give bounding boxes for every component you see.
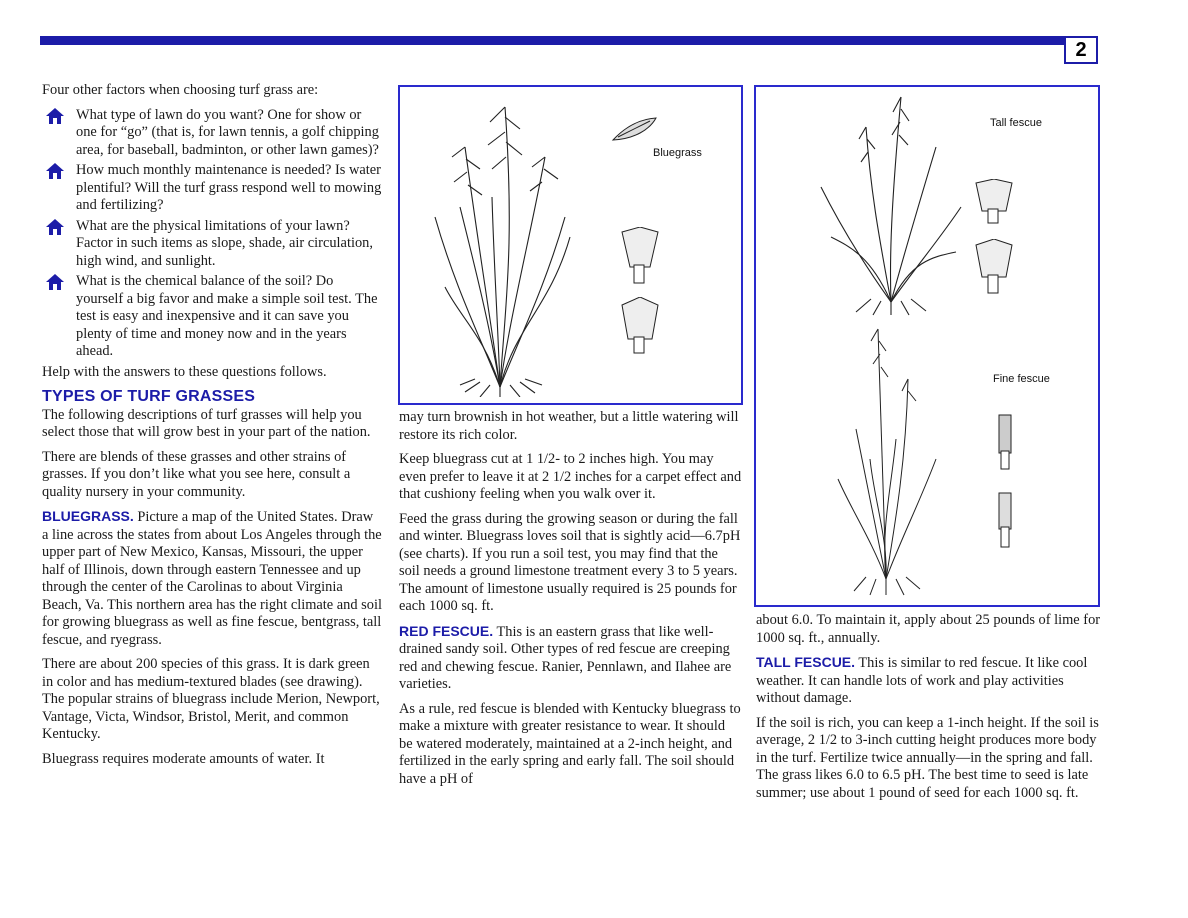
bluegrass-seed-illustration: [610, 115, 660, 145]
paragraph: If the soil is rich, you can keep a 1-inch height. If the soil is average, 2 1/2 to 3-inch cutting height produces more body in the turf. Fertilize twice annually—in the spring and fall. The grass likes 6.0 to 6.5 pH. The best time to seed is late summer; use about 1 pound of seed for each 1000 sq. ft.: [756, 714, 1099, 801]
bluegrass-figure: [398, 85, 743, 405]
list-item: [42, 162, 382, 215]
house-icon: [46, 163, 64, 179]
fescue-figure: [754, 85, 1100, 607]
fine-fescue-label: Fine fescue: [993, 373, 1050, 385]
tall-fescue-plant-illustration: [811, 87, 971, 317]
house-icon: [46, 274, 64, 290]
house-icon: [46, 219, 64, 235]
column-1: [42, 82, 382, 775]
bluegrass-label: Bluegrass: [653, 147, 702, 159]
paragraph: may turn brownish in hot weather, but a little watering will restore its rich color.: [399, 409, 739, 443]
paragraph: Bluegrass requires moderate amounts of water. It: [42, 750, 325, 767]
page-number: 2: [1064, 36, 1098, 64]
list-item-text: What type of lawn do you want? One for show or one for “go” (that is, for lawn tennis, a golf chipping area, for baseball, badminton, or other lawn games)?: [76, 106, 379, 158]
paragraph: As a rule, red fescue is blended with Kentucky bluegrass to make a mixture with greater resistance to wear. It should be watered moderately, maintained at a 2-inch height, and fertilized in the early spring and early fall. The soil should have a pH of: [399, 700, 741, 787]
bluegrass-text: Picture a map of the United States. Draw a line across the states from about Los Angeles through the upper part of New Mexico, Kansas, Missouri, the upper half of Illinois, down through eastern Tennessee and up through the center of the Carolinas to about Virginia Beach, Va. This northern area has the right climate and soil for growing bluegrass as well as fine fescue, bentgrass, tall fescue, and ryegrass.: [42, 509, 382, 648]
list-item-text: What is the chemical balance of the soil? Do yourself a big favor and make a simple soil test. The test is easy and inexpensive and it can save you plenty of time and money now and in the years ahead.: [76, 273, 378, 359]
tall-fescue-paragraph: [756, 654, 1102, 708]
list-item-text: How much monthly maintenance is needed? Is water plentiful? Will the turf grass respond well to mowing and fertilizing?: [76, 162, 382, 213]
fine-fescue-plant-illustration: [826, 319, 956, 599]
list-item: [42, 273, 382, 361]
bluegrass-runin-heading: BLUEGRASS.: [42, 508, 134, 524]
column-2: [399, 409, 742, 795]
bluegrass-paragraph: [42, 508, 382, 649]
help-text: Help with the answers to these questions follows.: [42, 363, 327, 380]
tall-fescue-blade-detail-top: [974, 179, 1014, 229]
paragraph: about 6.0. To maintain it, apply about 25 pounds of lime for 1000 sq. ft., annually.: [756, 612, 1101, 646]
list-item: [42, 218, 382, 271]
bluegrass-plant-illustration: [420, 87, 580, 397]
house-icon: [46, 108, 64, 124]
red-fescue-text: This is an eastern grass that like well-drained sandy soil. Other types of red fescue are creeping red and chewing fescue. Ranier, Pennlawn, and Ilahee are varieties.: [399, 623, 732, 692]
fine-fescue-blade-detail-top: [994, 413, 1018, 473]
red-fescue-runin-heading: RED FESCUE.: [399, 622, 494, 639]
tall-fescue-runin-heading: TALL FESCUE.: [756, 654, 856, 670]
paragraph: Feed the grass during the growing season or during the fall and winter. Bluegrass loves soil that is sightly acid—6.7pH (see charts). If you run a soil test, you may find that the soil needs a ground limestone treatment every 3 to 5 years. The amount of limestone usually required is 25 pounds for each 1000 sq. ft.: [399, 510, 741, 614]
paragraph: The following descriptions of turf grasses will help you select those that will grow best in your part of the nation.: [42, 406, 371, 440]
fine-fescue-blade-detail-bottom: [994, 491, 1018, 551]
list-item: [42, 107, 382, 160]
bluegrass-blade-detail-top: [620, 227, 660, 287]
list-item-text: What are the physical limitations of your lawn? Factor in such items as slope, shade, air circulation, high wind, and sunlight.: [76, 217, 373, 269]
factor-list: [42, 107, 382, 361]
section-heading: TYPES OF TURF GRASSES: [42, 388, 256, 405]
paragraph: There are about 200 species of this grass. It is dark green in color and has medium-textured blades (see drawing). The popular strains of bluegrass include Merion, Newport, Vantage, Victa, Windsor, Bristol, Merit, and common Kentucky.: [42, 656, 380, 742]
header-bar: [40, 36, 1064, 45]
bluegrass-blade-detail-bottom: [620, 297, 660, 357]
paragraph: There are blends of these grasses and other strains of grasses. If you don’t like what you see here, consult a quality nursery in your community.: [42, 448, 351, 500]
column-3: [756, 612, 1102, 809]
paragraph: Keep bluegrass cut at 1 1/2- to 2 inches high. You may even prefer to leave it at 2 1/2 inches for a carpet effect and that cushiony feeling when you walk over it.: [399, 451, 742, 502]
tall-fescue-blade-detail-bottom: [974, 239, 1014, 299]
red-fescue-paragraph: [399, 623, 742, 694]
tall-fescue-text: This is similar to red fescue. It like cool weather. It can handle lots of work and play activities without damage.: [756, 655, 1088, 706]
tall-fescue-label: Tall fescue: [990, 117, 1042, 129]
intro-text: Four other factors when choosing turf grass are:: [42, 82, 319, 98]
